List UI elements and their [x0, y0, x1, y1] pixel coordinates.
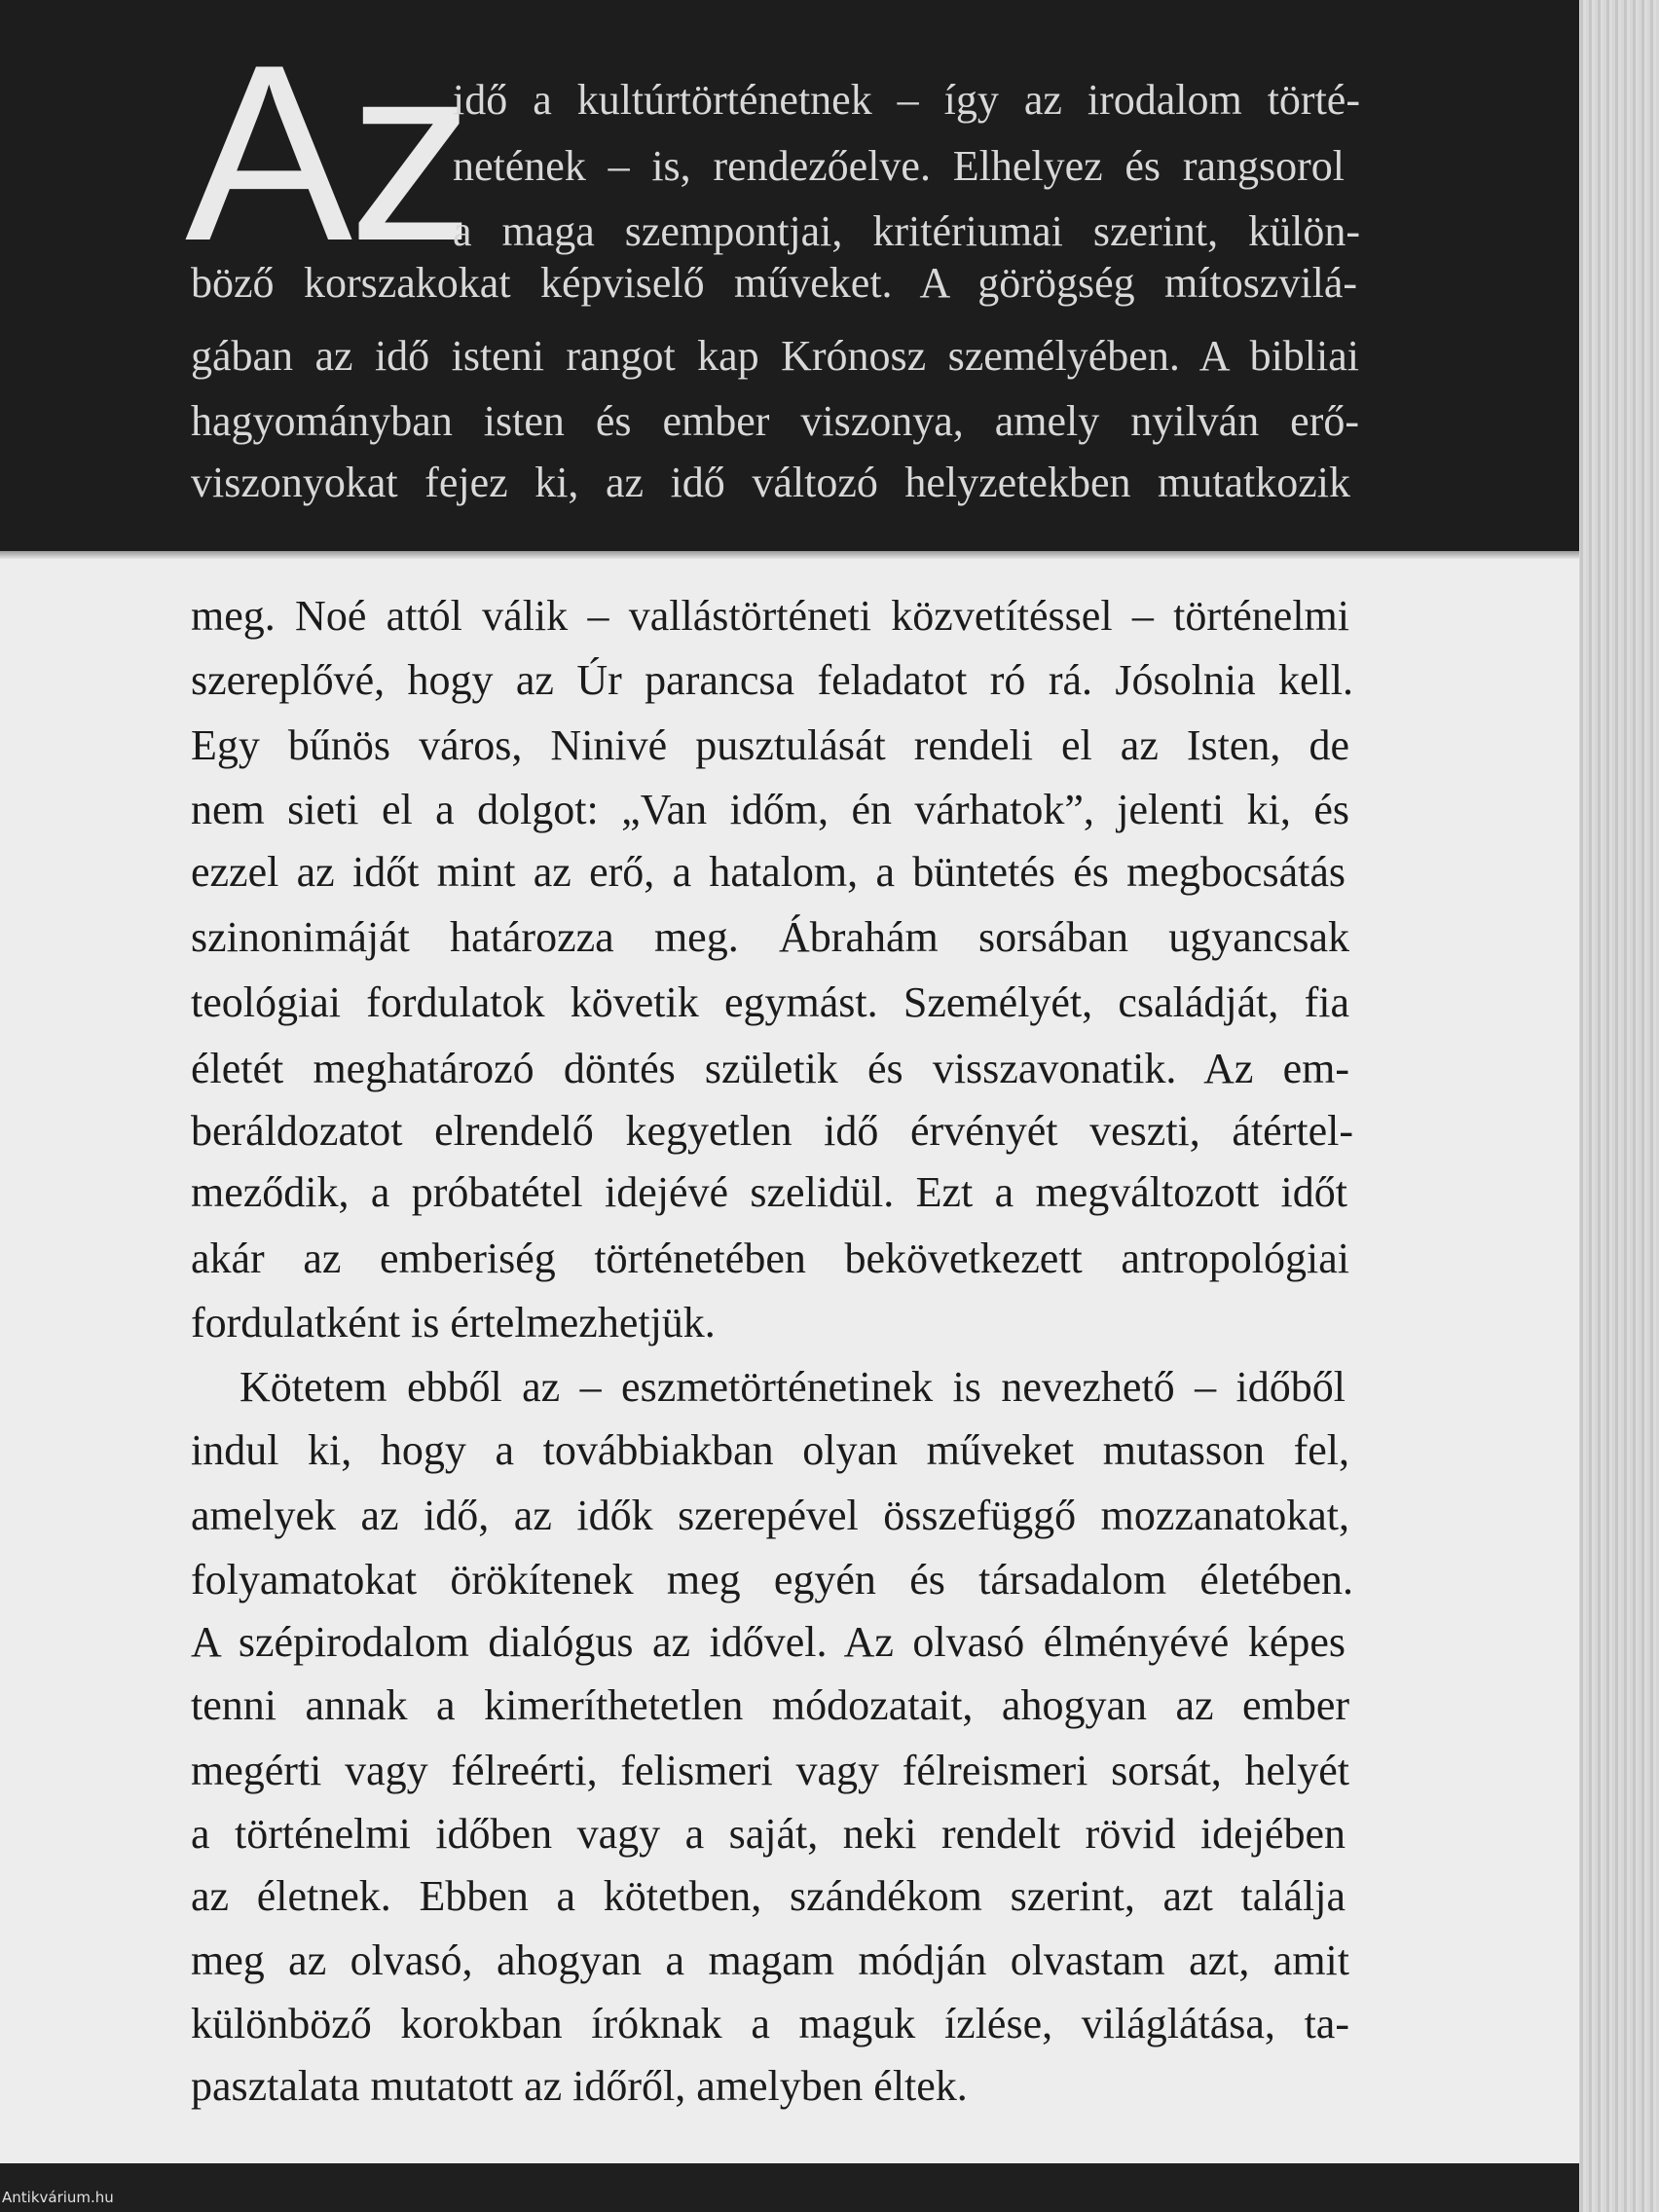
text-line: ezzel az időt mint az erő, a hatalom, a büntetés és megbocsátás — [191, 848, 1346, 896]
text-line: különböző korokban íróknak a maguk ízlése, világlátása, ta- — [191, 2000, 1349, 2047]
text-line: hagyományban isten és ember viszonya, amely nyilván erő- — [191, 397, 1359, 445]
bottom-dark-band — [0, 2163, 1579, 2212]
drop-cap: Az — [185, 12, 471, 293]
text-line: A szépirodalom dialógus az idővel. Az olvasó élményévé képes — [191, 1618, 1346, 1666]
text-line: fordulatként is értelmezhetjük. — [191, 1299, 716, 1346]
text-line: viszonyokat fejez ki, az idő változó helyzetekben mutatkozik — [191, 459, 1350, 506]
text-line: életét meghatározó döntés születik és visszavonatik. Az em- — [191, 1045, 1349, 1092]
text-line: pasztalata mutatott az időről, amelyben éltek. — [191, 2062, 968, 2110]
text-line: folyamatokat örökítenek meg egyén és társadalom életében. — [191, 1556, 1353, 1604]
text-line: gában az idő isteni rangot kap Krónosz személyében. A bibliai — [191, 332, 1359, 380]
text-line: az életnek. Ebben a kötetben, szándékom szerint, azt találja — [191, 1872, 1346, 1920]
text-line: teológiai fordulatok követik egymást. Személyét, családját, fia — [191, 978, 1349, 1026]
text-line: meg az olvasó, ahogyan a magam módján olvastam azt, amit — [191, 1936, 1349, 1984]
text-line: a maga szempontjai, kritériumai szerint, külön- — [453, 207, 1360, 255]
text-line: böző korszakokat képviselő műveket. A görögség mítoszvilá- — [191, 259, 1357, 307]
text-line: a történelmi időben vagy a saját, neki rendelt rövid idejében — [191, 1810, 1346, 1858]
text-line: nem sieti el a dolgot: „Van időm, én várhatok”, jelenti ki, és — [191, 786, 1349, 833]
text-line: Kötetem ebből az – eszmetörténetinek is nevezhető – időből — [240, 1363, 1346, 1411]
text-line: amelyek az idő, az idők szerepével összefüggő mozzanatokat, — [191, 1492, 1349, 1539]
band-divider — [0, 551, 1579, 559]
watermark-text: Antikvárium.hu — [2, 2189, 114, 2206]
text-line: idő a kultúrtörténetnek – így az irodalom törté- — [453, 76, 1360, 124]
text-line: szereplővé, hogy az Úr parancsa feladatot ró rá. Jósolnia kell. — [191, 656, 1353, 704]
text-line: netének – is, rendezőelve. Elhelyez és rangsorol — [453, 142, 1345, 190]
text-line: indul ki, hogy a továbbiakban olyan műveket mutasson fel, — [191, 1426, 1349, 1474]
text-line: tenni annak a kimeríthetetlen módozatait, ahogyan az ember — [191, 1681, 1349, 1729]
text-line: beráldozatot elrendelő kegyetlen idő érvényét veszti, átértel- — [191, 1107, 1353, 1155]
text-line: meződik, a próbatétel idejévé szelidül. Ezt a megváltozott időt — [191, 1168, 1347, 1216]
text-line: meg. Noé attól válik – vallástörténeti közvetítéssel – történelmi — [191, 592, 1349, 640]
text-line: szinonimáját határozza meg. Ábrahám sorsában ugyancsak — [191, 913, 1349, 961]
text-line: megérti vagy félreérti, felismeri vagy félreismeri sorsát, helyét — [191, 1747, 1349, 1794]
text-line: Egy bűnös város, Ninivé pusztulását rendeli el az Isten, de — [191, 721, 1349, 769]
background-surface — [1577, 0, 1659, 2212]
text-line: akár az emberiség történetében bekövetkezett antropológiai — [191, 1235, 1349, 1282]
